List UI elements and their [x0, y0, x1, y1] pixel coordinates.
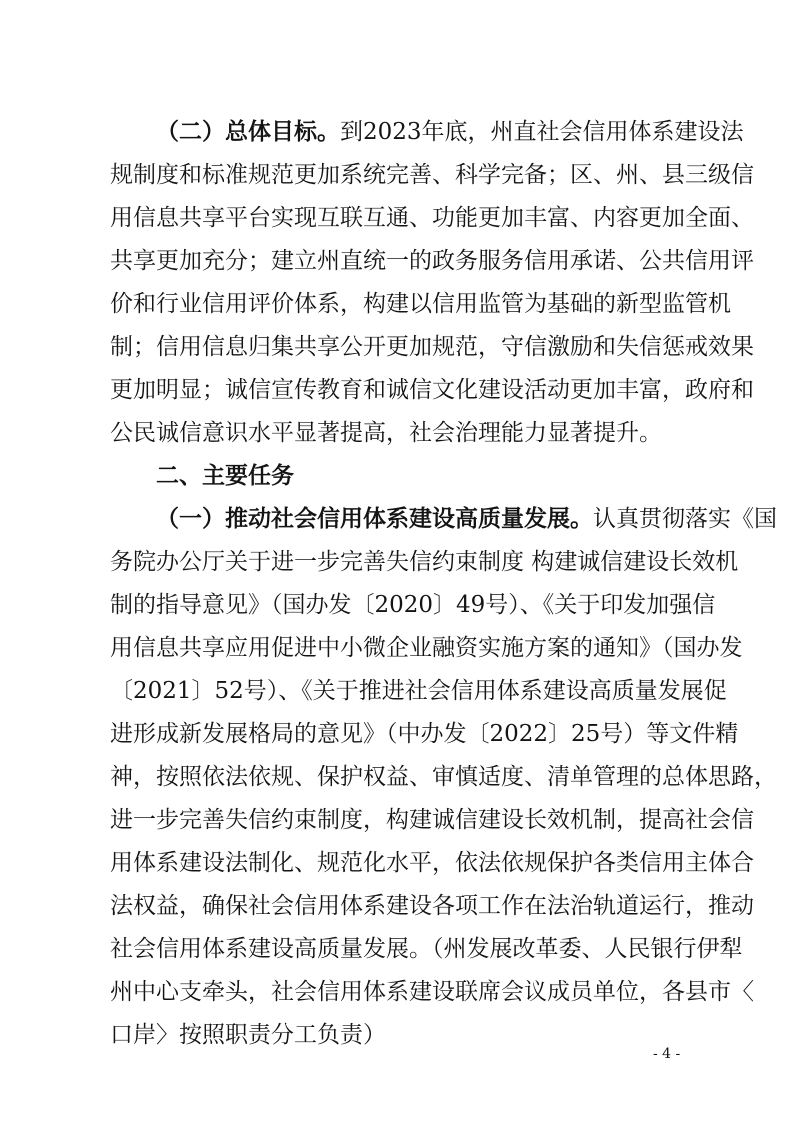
paragraph-task1-line-7: 神，按照依法依规、保护权益、审慎适度、清单管理的总体思路， — [110, 764, 777, 790]
section-heading-main-tasks: 二、主要任务 — [156, 463, 294, 489]
paragraph-goal-line-6: 制；信用信息归集共享公开更加规范，守信激励和失信惩戒效果 — [110, 334, 754, 360]
page-number: - 4 - — [653, 1046, 681, 1062]
paragraph-task1-line-5: 〔2021〕52号）、《关于推进社会信用体系建设高质量发展促 — [110, 678, 727, 704]
paragraph-goal-line-3: 用信息共享平台实现互联互通、功能更加丰富、内容更加全面、 — [110, 205, 754, 231]
goal-lead: （二）总体目标。 — [156, 119, 340, 145]
paragraph-goal-line-5: 价和行业信用评价体系，构建以信用监管为基础的新型监管机 — [110, 291, 731, 317]
paragraph-task1-line-9: 用体系建设法制化、规范化水平，依法依规保护各类信用主体合 — [110, 850, 754, 876]
task1-lead: （一）推动社会信用体系建设高质量发展。 — [156, 506, 593, 532]
paragraph-goal-line-8: 公民诚信意识水平显著提高，社会治理能力显著提升。 — [110, 420, 662, 446]
paragraph-task1-line-13: 口岸〉按照职责分工负责） — [110, 1022, 386, 1048]
paragraph-task1-line-11: 社会信用体系建设高质量发展。（州发展改革委、人民银行伊犁 — [110, 936, 743, 962]
paragraph-task1-line-10: 法权益，确保社会信用体系建设各项工作在法治轨道运行，推动 — [110, 893, 754, 919]
paragraph-task1-line-2: 务院办公厅关于进一步完善失信约束制度 构建诚信建设长效机 — [110, 549, 739, 575]
paragraph-goal-line-1: （二）总体目标。到2023年底，州直社会信用体系建设法 — [156, 119, 744, 145]
paragraph-task1-line-12: 州中心支牵头，社会信用体系建设联席会议成员单位，各县市〈 — [110, 979, 754, 1005]
paragraph-goal-line-7: 更加明显；诚信宣传教育和诚信文化建设活动更加丰富，政府和 — [110, 377, 754, 403]
paragraph-task1-line-3: 制的指导意见》（国办发〔2020〕49号）、《关于印发加强信 — [110, 592, 716, 618]
paragraph-task1-line-4: 用信息共享应用促进中小微企业融资实施方案的通知》（国办发 — [110, 635, 743, 661]
paragraph-goal-line-4: 共享更加充分；建立州直统一的政务服务信用承诺、公共信用评 — [110, 248, 754, 274]
paragraph-task1-line-6: 进形成新发展格局的意见》（中办发〔2022〕25号）等文件精 — [110, 721, 739, 747]
paragraph-task1-line-8: 进一步完善失信约束制度，构建诚信建设长效机制，提高社会信 — [110, 807, 754, 833]
paragraph-task1-line-1: （一）推动社会信用体系建设高质量发展。认真贯彻落实《国 — [156, 506, 777, 532]
paragraph-goal-line-2: 规制度和标准规范更加系统完善、科学完备；区、州、县三级信 — [110, 162, 754, 188]
